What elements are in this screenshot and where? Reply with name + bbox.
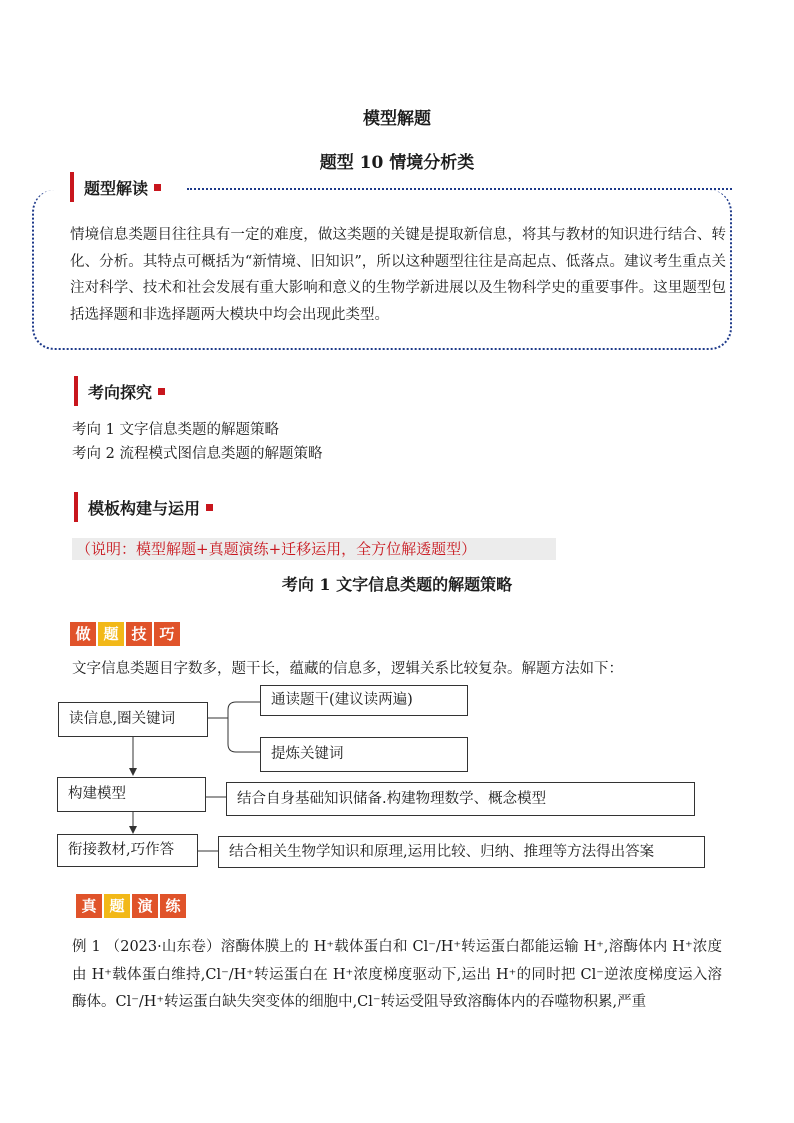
tag-char: 真	[76, 894, 102, 918]
tag-char: 巧	[154, 622, 180, 646]
flow-step-answer-note: 结合相关生物学知识和原理,运用比较、归纳、推理等方法得出答案	[218, 836, 705, 868]
flow-step-model: 构建模型	[57, 777, 206, 812]
tag-char: 做	[70, 622, 96, 646]
flow-step-read-a: 通读题干(建议读两遍)	[260, 685, 468, 716]
example-1-text: 例 1 （2023·山东卷）溶酶体膜上的 H⁺载体蛋白和 Cl⁻/H⁺转运蛋白都能运输 H⁺,溶酶体内 H⁺浓度由 H⁺载体蛋白维持,Cl⁻/H⁺转运蛋白在 H⁺浓度梯度驱动下,运出 H⁺的同时把 Cl⁻逆浓度梯度运入溶酶体。Cl⁻/H⁺转运蛋白缺失突变体的细胞中,Cl⁻转运受阻导致溶酶体内的吞噬物积累,严重	[72, 939, 722, 1010]
tag-char: 题	[104, 894, 130, 918]
flow-step-read: 读信息,圈关键词	[58, 702, 208, 737]
template-note: （说明：模型解题+真题演练+迁移运用，全方位解透题型）	[72, 538, 556, 560]
section-title: 考向 1 文字信息类题的解题策略	[281, 575, 513, 594]
flow-step-read-b: 提炼关键词	[260, 737, 468, 772]
flow-step-answer: 衔接教材,巧作答	[57, 834, 198, 867]
tag-char: 演	[132, 894, 158, 918]
tag-char: 题	[98, 622, 124, 646]
intro-heading-text: 题型解读	[84, 178, 149, 198]
explore-heading-text: 考向探究	[88, 382, 153, 402]
page-title: 模型解题	[363, 109, 431, 129]
explore-item-2: 考向 2 流程模式图信息类题的解题策略	[72, 446, 323, 462]
template-heading-text: 模板构建与运用	[88, 498, 201, 518]
practice-tag	[76, 894, 188, 918]
flow-step-model-note: 结合自身基础知识储备.构建物理数学、概念模型	[226, 782, 695, 816]
tag-char: 技	[126, 622, 152, 646]
intro-text: 情境信息类题目往往具有一定的难度，做这类题的关键是提取新信息，将其与教材的知识进行结合、转化、分析。其特点可概括为“新情境、旧知识”，所以这种题型往往是高起点、低落点。建议考生重点关注对科学、技术和社会发展有重大影响和意义的生物学新进展以及生物科学史的重要事件。这里题型包括选择题和非选择题两大模块中均会出现此类型。	[70, 227, 726, 323]
tag-char: 练	[160, 894, 186, 918]
explore-item-1: 考向 1 文字信息类题的解题策略	[72, 422, 279, 438]
page-subtitle: 题型 10 情境分析类	[319, 153, 475, 173]
tips-intro-text: 文字信息类题目字数多，题干长，蕴藏的信息多，逻辑关系比较复杂。解题方法如下：	[72, 661, 623, 677]
